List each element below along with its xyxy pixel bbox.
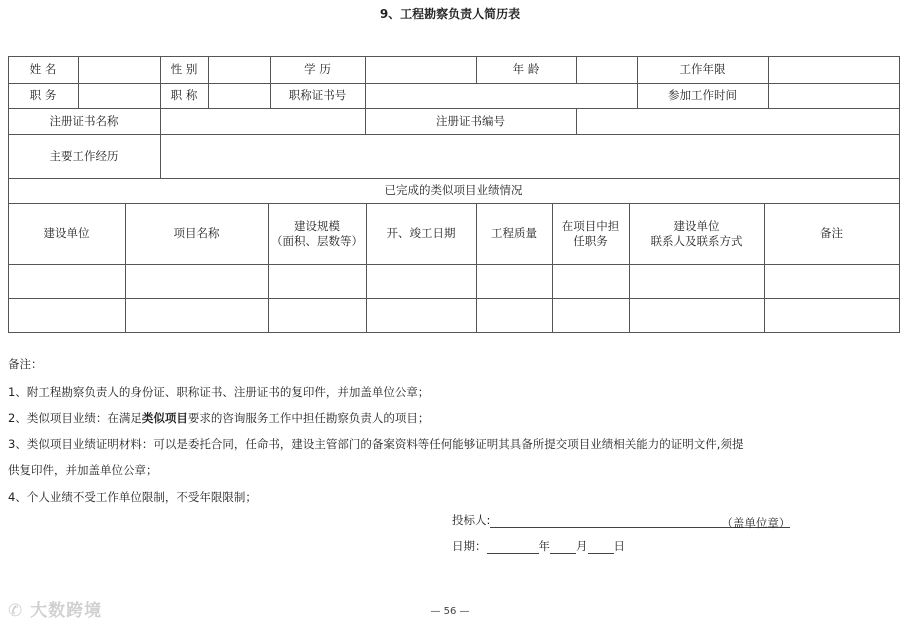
label-title-cert-no: 职称证书号: [288, 88, 347, 102]
watermark-logo: ✆ 大数跨境: [8, 601, 103, 621]
header-role: 在项目中担 任职务: [561, 218, 620, 248]
header-contact: 建设单位 联系人及联系方式: [650, 218, 743, 248]
label-age: 年 龄: [512, 62, 540, 76]
note-1: 1、附工程勘察负责人的身份证、职称证书、注册证书的复印件，并加盖单位公章；: [8, 385, 430, 399]
page-title: 9、工程勘察负责人简历表: [379, 7, 521, 21]
label-education: 学 历: [304, 62, 331, 76]
label-name: 姓 名: [29, 62, 57, 76]
label-reg-cert-name: 注册证书名称: [49, 113, 119, 128]
header-client: 建设单位: [43, 226, 90, 240]
header-quality: 工程质量: [491, 226, 537, 240]
note-2: 2、类似项目业绩：在满足类似项目要求的咨询服务工作中担任勘察负责人的项目；: [8, 411, 430, 425]
label-reg-cert-no: 注册证书编号: [436, 113, 505, 128]
label-title: 职 称: [170, 88, 198, 102]
page-number: — 56 —: [430, 606, 470, 617]
watermark-icon: ✆: [8, 601, 24, 621]
date-line: 日期： 年 月 日: [452, 539, 625, 553]
label-work-years: 工作年限: [679, 62, 726, 76]
header-project-name: 项目名称: [173, 226, 220, 240]
label-position: 职 务: [29, 88, 57, 102]
notes-heading: 备注：: [8, 357, 43, 371]
header-dates: 开、竣工日期: [386, 226, 456, 240]
note-3-line-2: 供复印件，并加盖单位公章；: [8, 463, 158, 477]
header-remarks: 备注: [820, 226, 843, 240]
note-4: 4、个人业绩不受工作单位限制，不受年限限制；: [8, 490, 257, 504]
section-title: 已完成的类似项目业绩情况: [384, 183, 523, 197]
label-work-start: 参加工作时间: [668, 88, 737, 102]
bidder-line: 投标人: （盖单位章）: [452, 513, 791, 530]
header-scale: 建设规模 （面积、层数等）: [271, 218, 363, 248]
note-3-line-1: 3、类似项目业绩证明材料：可以是委托合同，任命书，建设主管部门的备案资料等任何能够证明其具备所提交项目业绩相关能力的证明文件,须提: [8, 437, 744, 451]
label-work-experience: 主要工作经历: [49, 148, 119, 163]
label-gender: 性 别: [170, 62, 198, 76]
